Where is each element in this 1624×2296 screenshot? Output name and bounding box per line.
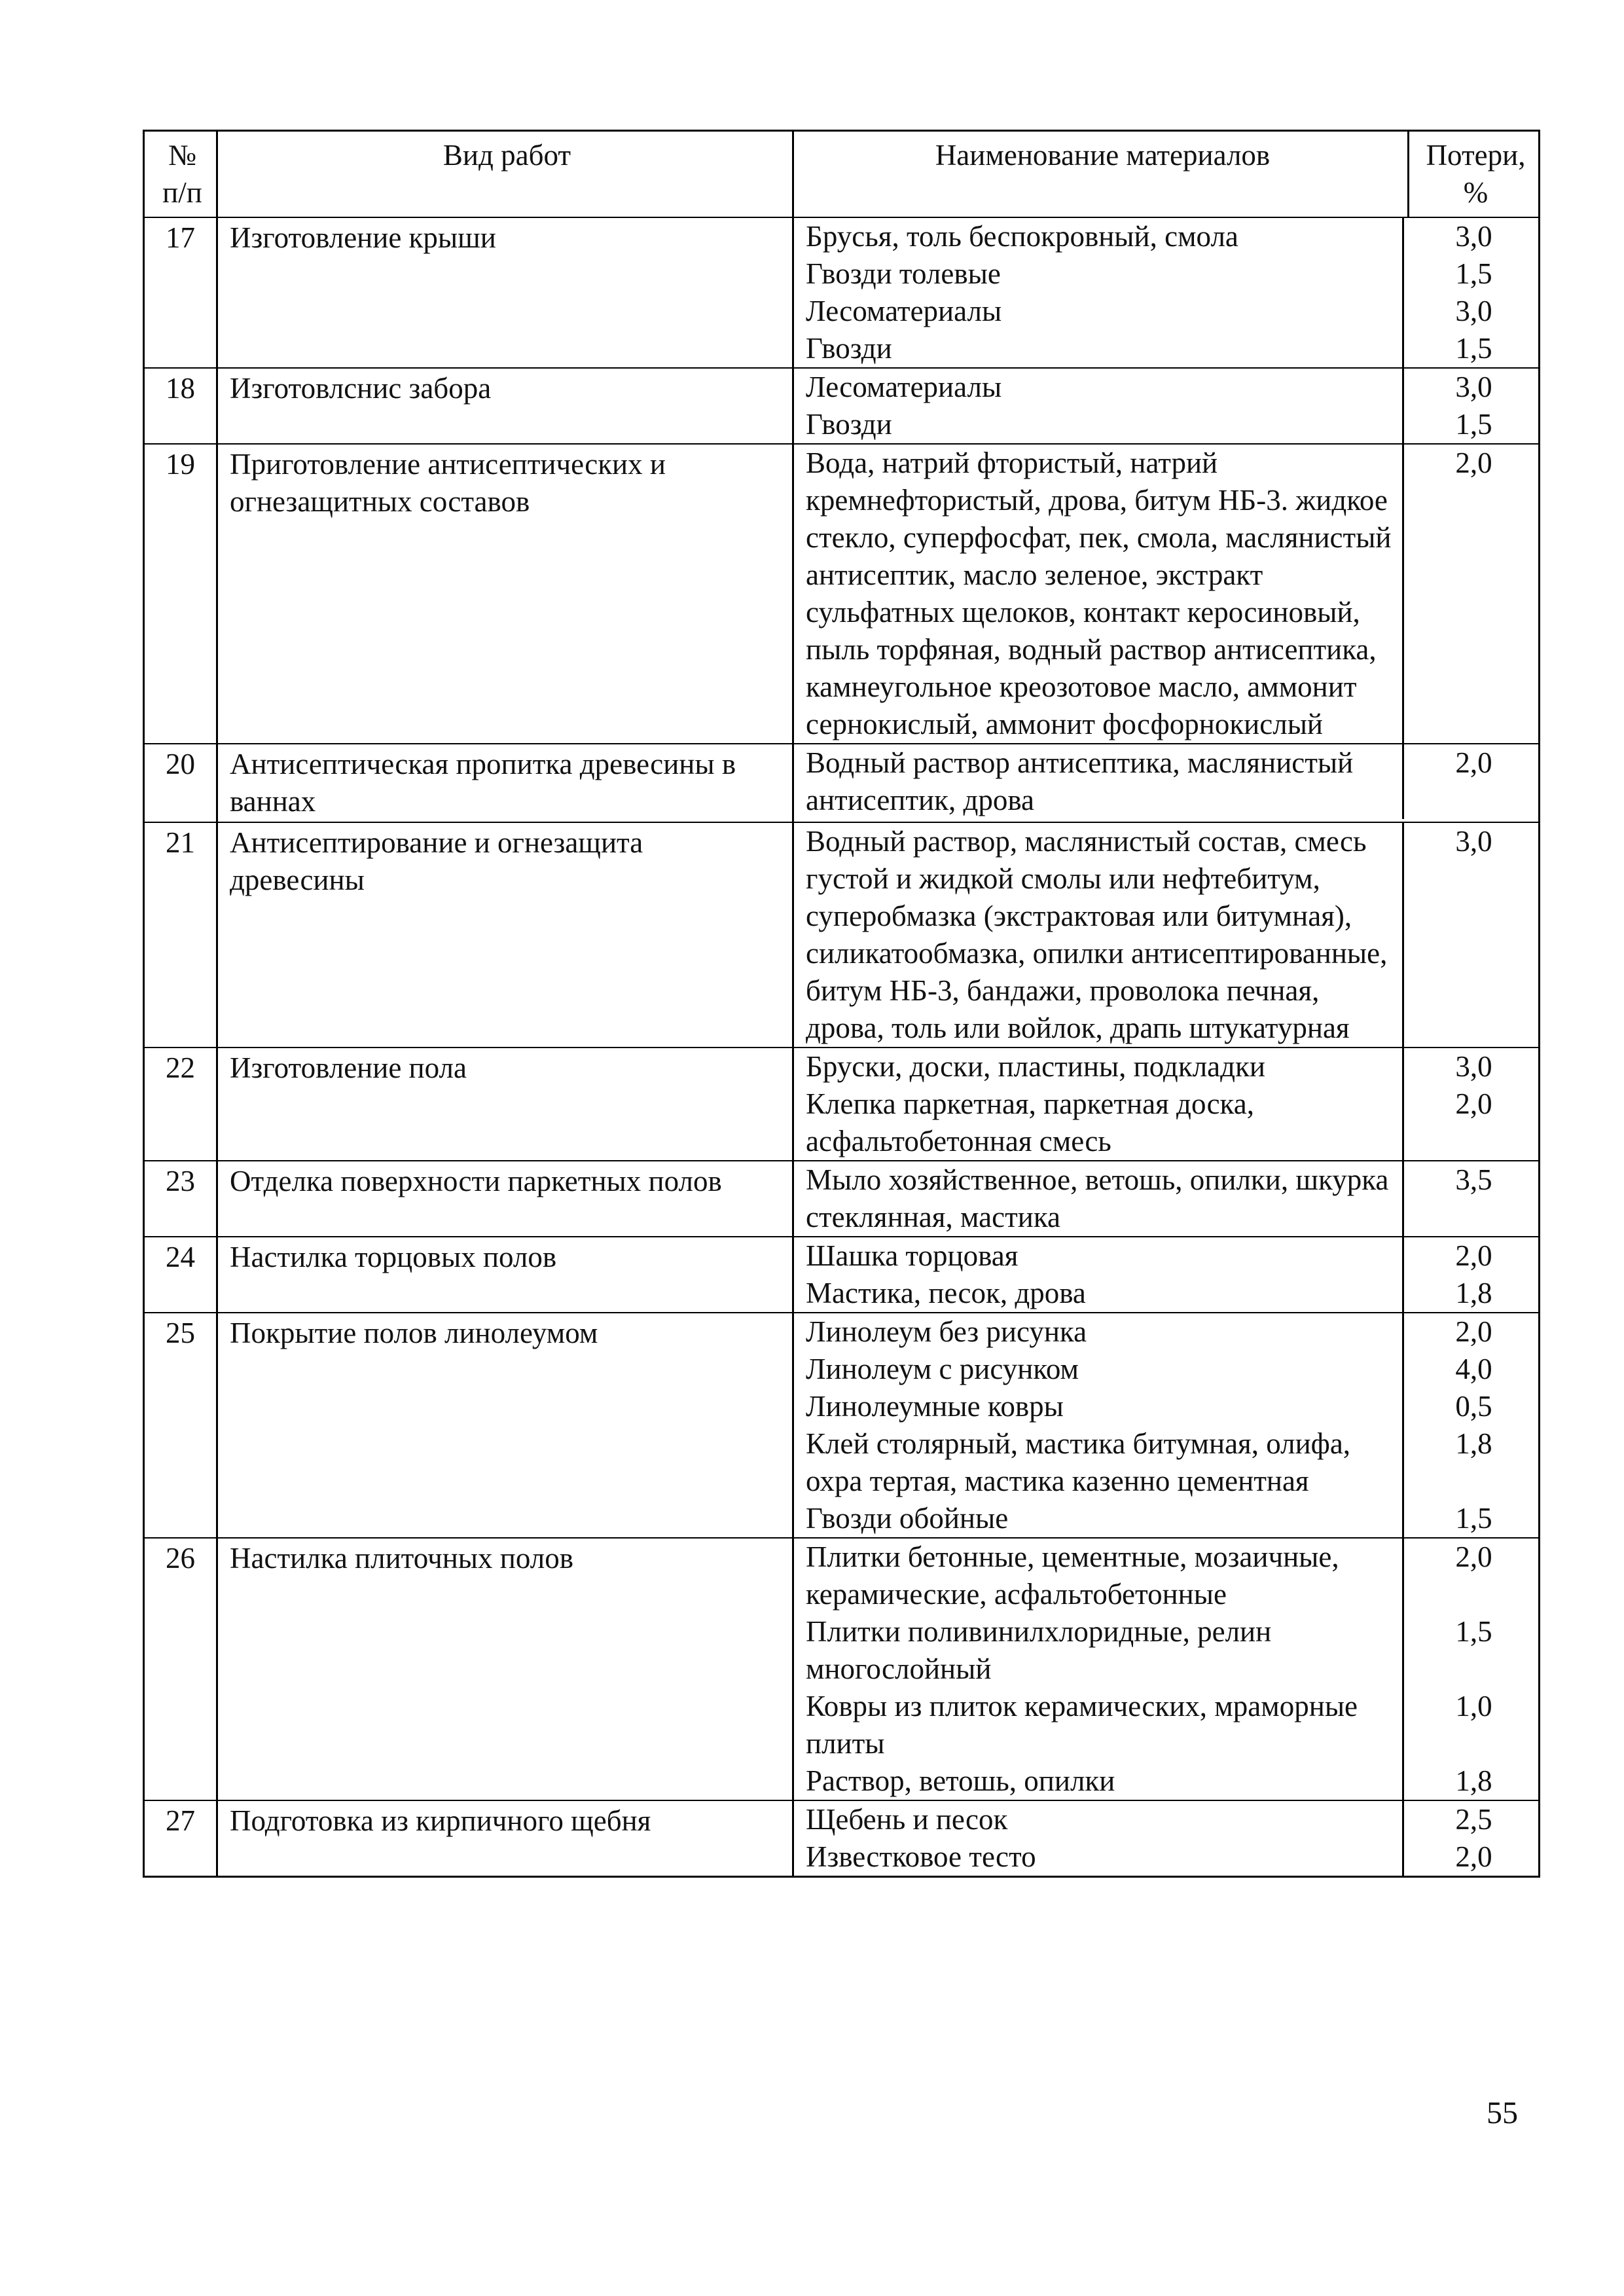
material-item: [794, 1351, 1540, 1388]
material-name: Клепка паркетная, паркетная доска, асфальтобетонная смесь: [806, 1087, 1254, 1157]
work-type: Отделка поверхности паркетных полов: [218, 1161, 794, 1236]
loss-value: 1,5: [1402, 1500, 1540, 1537]
material-name: Шашка торцовая: [806, 1239, 1019, 1272]
work-type: Изготовление пола: [218, 1048, 794, 1160]
loss-value: 3,0: [1402, 1048, 1540, 1085]
losses-table: [143, 130, 1540, 1878]
material-name: Линолеум с рисунком: [806, 1353, 1079, 1385]
material-item: [794, 255, 1540, 293]
row-number: 22: [145, 1048, 218, 1160]
material-name: Водный раствор, маслянистый состав, смесь густой и жидкой смолы или нефтебитум, суперобмазка (экстрактовая или битумная), силикатообмазка, опилки антисептированные, битум НБ-3, бандажи, проволока печная, дрова, толь или войлок, драпь штукатурная: [806, 825, 1388, 1044]
row-number: 17: [145, 218, 218, 367]
work-type: Подготовка из кирпичного щебня: [218, 1801, 794, 1876]
material-item: [794, 1613, 1540, 1688]
material-name: Линолеумные ковры: [806, 1390, 1064, 1423]
table-row: [145, 1801, 1538, 1876]
material-name: Гвозди обойные: [806, 1502, 1009, 1535]
row-number: 24: [145, 1237, 218, 1312]
material-name: Гвозди толевые: [806, 257, 1001, 290]
loss-value: 2,0: [1402, 1085, 1540, 1160]
loss-value: 2,0: [1402, 1237, 1540, 1275]
materials-list: [794, 1161, 1538, 1236]
work-type: Приготовление антисептических и огнезащитных составов: [218, 445, 794, 743]
materials-list: [794, 1801, 1538, 1876]
material-name: Плитки поливинилхлоридные, релин многослойный: [806, 1615, 1272, 1685]
loss-value: 1,8: [1402, 1275, 1540, 1312]
material-name: Линолеум без рисунка: [806, 1315, 1087, 1348]
table-body: [145, 218, 1538, 1876]
table-row: [145, 1539, 1538, 1801]
work-type: Антисептическая пропитка древесины в ваннах: [218, 744, 794, 822]
loss-value: 3,0: [1402, 823, 1540, 1047]
loss-value: 2,5: [1402, 1801, 1540, 1838]
loss-value: 1,0: [1402, 1688, 1540, 1762]
table-row: [145, 369, 1538, 445]
loss-value: 2,0: [1402, 1539, 1540, 1613]
materials-list: [794, 1237, 1538, 1312]
material-name: Мыло хозяйственное, ветошь, опилки, шкурка стеклянная, мастика: [806, 1163, 1389, 1233]
header-num: № п/п: [145, 132, 218, 217]
work-type: Изготовление крыши: [218, 218, 794, 367]
material-name: Гвозди: [806, 408, 892, 441]
material-item: [794, 1048, 1540, 1085]
work-type: Антисептирование и огнезащита древесины: [218, 823, 794, 1047]
material-item: [794, 823, 1540, 1047]
table-row: [145, 1161, 1538, 1237]
material-name: Водный раствор антисептика, маслянистый антисептик, дрова: [806, 746, 1354, 816]
loss-value: 0,5: [1402, 1388, 1540, 1425]
table-row: [145, 1048, 1538, 1161]
material-name: Раствор, ветошь, опилки: [806, 1764, 1115, 1797]
loss-value: 3,5: [1402, 1161, 1540, 1236]
material-item: [794, 1762, 1540, 1800]
loss-value: 2,0: [1402, 1838, 1540, 1876]
row-number: 25: [145, 1313, 218, 1537]
material-name: Брусья, толь беспокровный, смола: [806, 220, 1238, 253]
materials-list: [794, 744, 1538, 822]
materials-list: [794, 445, 1538, 743]
table-header: [145, 132, 1538, 218]
material-item: [794, 1237, 1540, 1275]
material-name: Щебень и песок: [806, 1803, 1008, 1836]
loss-value: 1,5: [1402, 1613, 1540, 1688]
material-item: [794, 1539, 1540, 1613]
material-name: Клей столярный, мастика битумная, олифа, охра тертая, мастика казенно цементная: [806, 1427, 1351, 1497]
material-item: [794, 1161, 1540, 1236]
material-name: Вода, натрий фтористый, натрий кремнефтористый, дрова, битум НБ-3. жидкое стекло, суперфосфат, пек, смола, маслянистый антисептик, масло зеленое, экстракт сульфатных щелоков, контакт керосиновый, пыль торфяная, водный раствор антисептика, камнеугольное креозотовое масло, аммонит сернокислый, аммонит фосфорнокислый: [806, 446, 1392, 740]
row-number: 19: [145, 445, 218, 743]
row-number: 27: [145, 1801, 218, 1876]
material-item: [794, 1085, 1540, 1160]
loss-value: 1,8: [1402, 1425, 1540, 1500]
material-item: [794, 406, 1540, 443]
loss-value: 2,0: [1402, 1313, 1540, 1351]
material-name: Плитки бетонные, цементные, мозаичные, керамические, асфальтобетонные: [806, 1540, 1339, 1611]
materials-list: [794, 823, 1538, 1047]
loss-value: 1,8: [1402, 1762, 1540, 1800]
row-number: 18: [145, 369, 218, 443]
material-item: [794, 293, 1540, 330]
header-loss: Потери, %: [1426, 139, 1526, 209]
table-row: [145, 445, 1538, 744]
table-row: [145, 744, 1538, 823]
loss-value: 2,0: [1402, 744, 1540, 819]
material-item: [794, 1500, 1540, 1537]
loss-value: 1,5: [1402, 406, 1540, 443]
row-number: 26: [145, 1539, 218, 1800]
header-materials: Наименование материалов: [794, 132, 1409, 217]
material-name: Известковое тесто: [806, 1840, 1036, 1873]
material-item: [794, 744, 1540, 819]
work-type: Настилка плиточных полов: [218, 1539, 794, 1800]
loss-value: 4,0: [1402, 1351, 1540, 1388]
loss-value: 3,0: [1402, 218, 1540, 255]
loss-value: 3,0: [1402, 369, 1540, 406]
page-number: 55: [1487, 2096, 1518, 2130]
material-name: Ковры из плиток керамических, мраморные плиты: [806, 1690, 1358, 1760]
material-item: [794, 445, 1540, 743]
material-name: Лесоматериалы: [806, 295, 1002, 327]
material-item: [794, 1313, 1540, 1351]
work-type: Настилка торцовых полов: [218, 1237, 794, 1312]
materials-list: [794, 218, 1538, 367]
work-type: Покрытие полов линолеумом: [218, 1313, 794, 1537]
table-row: [145, 823, 1538, 1048]
row-number: 23: [145, 1161, 218, 1236]
materials-list: [794, 1048, 1538, 1160]
material-item: [794, 218, 1540, 255]
work-type: Изготовлснис забора: [218, 369, 794, 443]
table-row: [145, 218, 1538, 369]
material-item: [794, 369, 1540, 406]
material-item: [794, 330, 1540, 367]
material-item: [794, 1275, 1540, 1312]
material-item: [794, 1388, 1540, 1425]
loss-value: 2,0: [1402, 445, 1540, 743]
row-number: 21: [145, 823, 218, 1047]
loss-value: 3,0: [1402, 293, 1540, 330]
material-item: [794, 1801, 1540, 1838]
material-name: Лесоматериалы: [806, 371, 1002, 403]
loss-value: 1,5: [1402, 330, 1540, 367]
materials-list: [794, 1539, 1538, 1800]
materials-list: [794, 369, 1538, 443]
header-work: Вид работ: [218, 132, 794, 217]
material-name: Бруски, доски, пластины, подкладки: [806, 1050, 1265, 1083]
material-name: Гвозди: [806, 332, 892, 365]
row-number: 20: [145, 744, 218, 822]
material-item: [794, 1425, 1540, 1500]
materials-list: [794, 1313, 1538, 1537]
material-item: [794, 1838, 1540, 1876]
material-name: Мастика, песок, дрова: [806, 1277, 1086, 1309]
loss-value: 1,5: [1402, 255, 1540, 293]
material-item: [794, 1688, 1540, 1762]
table-row: [145, 1313, 1538, 1539]
table-row: [145, 1237, 1538, 1313]
